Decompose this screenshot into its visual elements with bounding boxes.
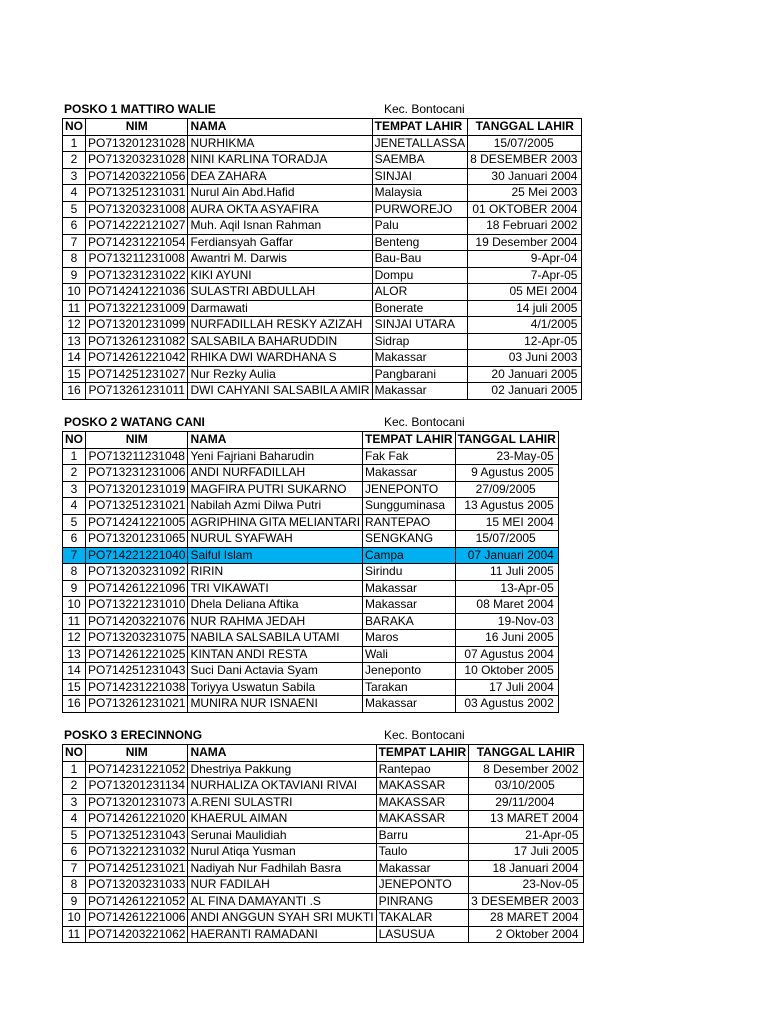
row-tanggal-lahir-cell[interactable]: 15 MEI 2004 [455,514,558,531]
header-no: NO [63,745,86,762]
row-no-cell[interactable]: 14 [63,350,86,367]
table-row[interactable] [63,168,582,185]
row-tanggal-lahir-cell[interactable]: 2 Oktober 2004 [469,926,583,943]
row-tanggal-lahir-cell[interactable]: 10 Oktober 2005 [455,663,558,680]
header-no: NO [63,119,86,136]
table-row[interactable] [63,531,559,548]
row-tanggal-lahir-cell[interactable]: 19-Nov-03 [455,613,558,630]
row-nama-cell[interactable]: Nurul Ain Abd.Hafid [188,185,372,202]
row-nama-cell[interactable]: Dhestriya Pakkung [188,761,376,778]
row-no-cell[interactable]: 11 [63,613,86,630]
header-nim: NIM [86,119,188,136]
row-no-cell[interactable]: 6 [63,531,86,548]
row-nim-cell[interactable]: PO713221231032 [86,844,188,861]
row-nim-cell[interactable]: PO714203221076 [86,613,188,630]
row-nim-cell[interactable]: PO714261221052 [86,893,188,910]
row-tanggal-lahir-cell[interactable]: 8 DESEMBER 2003 [468,152,582,169]
row-tanggal-lahir-cell[interactable]: 28 MARET 2004 [469,910,583,927]
row-tempat-lahir-cell[interactable]: MAKASSAR [376,778,469,795]
row-nim-cell[interactable]: PO714251231043 [86,663,188,680]
row-tanggal-lahir-cell[interactable]: 18 Februari 2002 [468,218,582,235]
row-nama-cell[interactable]: NURHIKMA [188,135,372,152]
row-no-cell[interactable]: 7 [63,860,86,877]
table-row[interactable] [63,696,559,713]
row-tanggal-lahir-cell[interactable]: 29/11/2004 [469,794,583,811]
row-nim-cell[interactable]: PO714261221025 [86,646,188,663]
row-tempat-lahir-cell[interactable]: ALOR [372,284,467,301]
table-row[interactable] [63,251,582,268]
row-nama-cell[interactable]: AGRIPHINA GITA MELIANTARI [188,514,363,531]
row-nama-cell[interactable]: NURHALIZA OKTAVIANI RIVAI [188,778,376,795]
header-tempat-lahir: TEMPAT LAHIR [363,432,456,449]
row-no-cell[interactable]: 9 [63,580,86,597]
section-title: POSKO 2 WATANG CANI [64,415,205,429]
row-tempat-lahir-cell[interactable]: Bau-Bau [372,251,467,268]
table-row[interactable] [63,877,584,894]
row-nama-cell[interactable]: Serunai Maulidiah [188,827,376,844]
row-nama-cell[interactable]: DEA ZAHARA [188,168,372,185]
row-nama-cell[interactable]: Muh. Aqil Isnan Rahman [188,218,372,235]
row-tanggal-lahir-cell[interactable]: 03 Agustus 2002 [455,696,558,713]
row-tanggal-lahir-cell[interactable]: 21-Apr-05 [469,827,583,844]
row-tanggal-lahir-cell[interactable]: 30 Januari 2004 [468,168,582,185]
row-nim-cell[interactable]: PO713201231134 [86,778,188,795]
row-no-cell[interactable]: 2 [63,778,86,795]
row-no-cell[interactable]: 2 [63,152,86,169]
row-no-cell[interactable]: 3 [63,168,86,185]
table-row[interactable] [63,761,584,778]
table-row[interactable] [63,778,584,795]
row-tempat-lahir-cell[interactable]: Rantepao [376,761,469,778]
row-tempat-lahir-cell[interactable]: Wali [363,646,456,663]
row-no-cell[interactable]: 7 [63,234,86,251]
row-tempat-lahir-cell[interactable]: Pangbarani [372,366,467,383]
row-tanggal-lahir-cell[interactable]: 12-Apr-05 [468,333,582,350]
row-nama-cell[interactable]: NABILA SALSABILA UTAMI [188,630,363,647]
row-tempat-lahir-cell[interactable]: JENEPONTO [363,481,456,498]
row-nama-cell[interactable]: KINTAN ANDI RESTA [188,646,363,663]
table-row[interactable] [63,267,582,284]
row-nama-cell[interactable]: NUR FADILAH [188,877,376,894]
row-tempat-lahir-cell[interactable]: Sidrap [372,333,467,350]
table-header-row [63,745,584,762]
row-nim-cell[interactable]: PO713203231008 [86,201,188,218]
row-nama-cell[interactable]: NURFADILLAH RESKY AZIZAH [188,317,372,334]
row-tanggal-lahir-cell[interactable]: 23-Nov-05 [469,877,583,894]
table-row[interactable] [63,498,559,515]
section-title: POSKO 1 MATTIRO WALIE [64,102,216,116]
header-tanggal-lahir: TANGGAL LAHIR [468,119,582,136]
row-tempat-lahir-cell[interactable]: Makassar [363,696,456,713]
row-no-cell[interactable]: 10 [63,284,86,301]
row-tanggal-lahir-cell[interactable]: 8 Desember 2002 [469,761,583,778]
row-no-cell[interactable]: 14 [63,663,86,680]
row-nama-cell[interactable]: Saiful Islam [188,547,363,564]
row-no-cell[interactable]: 9 [63,267,86,284]
table-row[interactable] [63,284,582,301]
row-tempat-lahir-cell[interactable]: SAEMBA [372,152,467,169]
row-nama-cell[interactable]: Suci Dani Actavia Syam [188,663,363,680]
header-nim: NIM [86,745,188,762]
row-nama-cell[interactable]: Toriyya Uswatun Sabila [188,679,363,696]
row-nim-cell[interactable]: PO714231221052 [86,761,188,778]
row-nama-cell[interactable]: TRI VIKAWATI [188,580,363,597]
row-tanggal-lahir-cell[interactable]: 02 Januari 2005 [468,383,582,400]
row-no-cell[interactable]: 16 [63,696,86,713]
table-row[interactable] [63,383,582,400]
row-tanggal-lahir-cell[interactable]: 25 Mei 2003 [468,185,582,202]
row-no-cell[interactable]: 1 [63,135,86,152]
row-no-cell[interactable]: 13 [63,333,86,350]
row-tanggal-lahir-cell[interactable]: 13 MARET 2004 [469,811,583,828]
row-tempat-lahir-cell[interactable]: Makassar [363,465,456,482]
row-tanggal-lahir-cell[interactable]: 20 Januari 2005 [468,366,582,383]
row-nim-cell[interactable]: PO713203231033 [86,877,188,894]
section-kecamatan: Kec. Bontocani [384,415,465,429]
table-row[interactable] [63,218,582,235]
row-tempat-lahir-cell[interactable]: BARAKA [363,613,456,630]
row-no-cell[interactable]: 3 [63,794,86,811]
row-no-cell[interactable]: 8 [63,877,86,894]
row-no-cell[interactable]: 1 [63,448,86,465]
header-nim: NIM [86,432,188,449]
row-tanggal-lahir-cell[interactable]: 17 Juli 2004 [455,679,558,696]
posko-3-table [62,744,584,943]
row-nim-cell[interactable]: PO713201231028 [86,135,188,152]
row-tanggal-lahir-cell[interactable]: 07 Januari 2004 [455,547,558,564]
header-tanggal-lahir: TANGGAL LAHIR [455,432,558,449]
row-tempat-lahir-cell[interactable]: LASUSUA [376,926,469,943]
row-nama-cell[interactable]: RIRIN [188,564,363,581]
row-tempat-lahir-cell[interactable]: PINRANG [376,893,469,910]
row-nama-cell[interactable]: ANDI NURFADILLAH [188,465,363,482]
row-nim-cell[interactable]: PO713251231043 [86,827,188,844]
row-tanggal-lahir-cell[interactable]: 23-May-05 [455,448,558,465]
row-nim-cell[interactable]: PO714261221006 [86,910,188,927]
row-no-cell[interactable]: 8 [63,564,86,581]
row-tempat-lahir-cell[interactable]: Makassar [363,597,456,614]
table-row[interactable] [63,926,584,943]
row-tanggal-lahir-cell[interactable]: 15/07/2005 [468,135,582,152]
table-row[interactable] [63,910,584,927]
table-row[interactable] [63,811,584,828]
row-no-cell[interactable]: 12 [63,317,86,334]
row-no-cell[interactable]: 10 [63,910,86,927]
row-no-cell[interactable]: 4 [63,185,86,202]
row-tanggal-lahir-cell[interactable]: 03/10/2005 [469,778,583,795]
row-no-cell[interactable]: 8 [63,251,86,268]
section-kecamatan: Kec. Bontocani [384,728,465,742]
row-tanggal-lahir-cell[interactable]: 7-Apr-05 [468,267,582,284]
row-nama-cell[interactable]: Nur Rezky Aulia [188,366,372,383]
row-tanggal-lahir-cell[interactable]: 19 Desember 2004 [468,234,582,251]
row-no-cell[interactable]: 13 [63,646,86,663]
header-tempat-lahir: TEMPAT LAHIR [372,119,467,136]
row-nama-cell[interactable]: Nurul Atiqa Yusman [188,844,376,861]
row-tempat-lahir-cell[interactable]: SINJAI [372,168,467,185]
row-nama-cell[interactable]: RHIKA DWI WARDHANA S [188,350,372,367]
row-nama-cell[interactable]: ANDI ANGGUN SYAH SRI MUKTI [188,910,376,927]
table-header-row [63,119,582,136]
row-tempat-lahir-cell[interactable]: MAKASSAR [376,811,469,828]
row-no-cell[interactable]: 5 [63,201,86,218]
row-nim-cell[interactable]: PO713211231008 [86,251,188,268]
row-no-cell[interactable]: 16 [63,383,86,400]
row-nama-cell[interactable]: NINI KARLINA TORADJA [188,152,372,169]
row-nim-cell[interactable]: PO714241221036 [86,284,188,301]
row-nim-cell[interactable]: PO713203231028 [86,152,188,169]
row-tanggal-lahir-cell[interactable]: 15/07/2005 [455,531,558,548]
section-kecamatan: Kec. Bontocani [384,102,465,116]
table-row[interactable] [63,465,559,482]
row-tempat-lahir-cell[interactable]: PURWOREJO [372,201,467,218]
row-tanggal-lahir-cell[interactable]: 05 MEI 2004 [468,284,582,301]
row-tanggal-lahir-cell[interactable]: 11 Juli 2005 [455,564,558,581]
table-row[interactable] [63,580,559,597]
posko-1-table [62,118,582,400]
row-nim-cell[interactable]: PO714261221042 [86,350,188,367]
row-nim-cell[interactable]: PO714231221038 [86,679,188,696]
row-nim-cell[interactable]: PO713251231021 [86,498,188,515]
row-tempat-lahir-cell[interactable]: Dompu [372,267,467,284]
table-header-row [63,432,559,449]
row-tempat-lahir-cell[interactable]: Malaysia [372,185,467,202]
row-tanggal-lahir-cell[interactable]: 01 OKTOBER 2004 [468,201,582,218]
header-tanggal-lahir: TANGGAL LAHIR [469,745,583,762]
row-tempat-lahir-cell[interactable]: Sirindu [363,564,456,581]
table-row[interactable] [63,564,559,581]
row-tanggal-lahir-cell[interactable]: 03 Juni 2003 [468,350,582,367]
table-row[interactable] [63,613,559,630]
row-nama-cell[interactable]: A.RENI SULASTRI [188,794,376,811]
row-no-cell[interactable]: 15 [63,679,86,696]
table-row[interactable] [63,794,584,811]
table-row[interactable] [63,135,582,152]
table-row[interactable] [63,893,584,910]
row-nim-cell[interactable]: PO713211231048 [86,448,188,465]
row-nama-cell[interactable]: Ferdiansyah Gaffar [188,234,372,251]
table-row[interactable] [63,663,559,680]
table-row[interactable] [63,679,559,696]
row-tempat-lahir-cell[interactable]: Palu [372,218,467,235]
row-nama-cell[interactable]: KIKI AYUNI [188,267,372,284]
row-nim-cell[interactable]: PO713201231065 [86,531,188,548]
table-row[interactable] [63,333,582,350]
table-row[interactable] [63,350,582,367]
row-nama-cell[interactable]: NUR RAHMA JEDAH [188,613,363,630]
row-nim-cell[interactable]: PO714203221062 [86,926,188,943]
row-no-cell[interactable]: 1 [63,761,86,778]
row-tanggal-lahir-cell[interactable]: 13 Agustus 2005 [455,498,558,515]
row-no-cell[interactable]: 9 [63,893,86,910]
row-tanggal-lahir-cell[interactable]: 13-Apr-05 [455,580,558,597]
row-nim-cell[interactable]: PO713203231075 [86,630,188,647]
row-no-cell[interactable]: 4 [63,498,86,515]
row-tempat-lahir-cell[interactable]: MAKASSAR [376,794,469,811]
header-nama: NAMA [188,745,376,762]
table-row[interactable] [63,366,582,383]
row-tempat-lahir-cell[interactable]: Barru [376,827,469,844]
row-nim-cell[interactable]: PO714251231027 [86,366,188,383]
table-row[interactable] [63,860,584,877]
row-nama-cell[interactable]: HAERANTI RAMADANI [188,926,376,943]
row-no-cell[interactable]: 10 [63,597,86,614]
row-tanggal-lahir-cell[interactable]: 3 DESEMBER 2003 [469,893,583,910]
row-nama-cell[interactable]: Nadiyah Nur Fadhilah Basra [188,860,376,877]
row-no-cell[interactable]: 5 [63,827,86,844]
row-no-cell[interactable]: 4 [63,811,86,828]
row-nim-cell[interactable]: PO714231221054 [86,234,188,251]
row-nama-cell[interactable]: SALSABILA BAHARUDDIN [188,333,372,350]
row-tanggal-lahir-cell[interactable]: 16 Juni 2005 [455,630,558,647]
row-tempat-lahir-cell[interactable]: Taulo [376,844,469,861]
row-nama-cell[interactable]: SULASTRI ABDULLAH [188,284,372,301]
row-nim-cell[interactable]: PO714222121027 [86,218,188,235]
row-nama-cell[interactable]: Yeni Fajriani Baharudin [188,448,363,465]
row-nim-cell[interactable]: PO714221221040 [86,547,188,564]
row-nama-cell[interactable]: AL FINA DAMAYANTI .S [188,893,376,910]
row-nama-cell[interactable]: Nabilah Azmi Dilwa Putri [188,498,363,515]
table-row[interactable] [63,185,582,202]
table-row[interactable] [63,646,559,663]
row-no-cell[interactable]: 2 [63,465,86,482]
row-nim-cell[interactable]: PO713231231022 [86,267,188,284]
row-tempat-lahir-cell[interactable]: SINJAI UTARA [372,317,467,334]
table-row[interactable] [63,317,582,334]
row-nama-cell[interactable]: Dhela Deliana Aftika [188,597,363,614]
row-nama-cell[interactable]: NURUL SYAFWAH [188,531,363,548]
table-row[interactable] [63,597,559,614]
row-nim-cell[interactable]: PO713221231010 [86,597,188,614]
row-nim-cell[interactable]: PO713261231021 [86,696,188,713]
row-nim-cell[interactable]: PO714203221056 [86,168,188,185]
table-row[interactable] [63,844,584,861]
row-tanggal-lahir-cell[interactable]: 18 Januari 2004 [469,860,583,877]
header-tempat-lahir: TEMPAT LAHIR [376,745,469,762]
table-row[interactable] [63,300,582,317]
row-tanggal-lahir-cell[interactable]: 27/09/2005 [455,481,558,498]
row-tempat-lahir-cell[interactable]: Fak Fak [363,448,456,465]
header-no: NO [63,432,86,449]
row-no-cell[interactable]: 7 [63,547,86,564]
row-tanggal-lahir-cell[interactable]: 14 juli 2005 [468,300,582,317]
row-tempat-lahir-cell[interactable]: TAKALAR [376,910,469,927]
row-nim-cell[interactable]: PO713201231099 [86,317,188,334]
row-tempat-lahir-cell[interactable]: RANTEPAO [363,514,456,531]
row-tanggal-lahir-cell[interactable]: 17 Juli 2005 [469,844,583,861]
table-row[interactable] [63,547,559,564]
row-no-cell[interactable]: 11 [63,300,86,317]
row-nim-cell[interactable]: PO714261221096 [86,580,188,597]
row-tanggal-lahir-cell[interactable]: 9-Apr-04 [468,251,582,268]
row-no-cell[interactable]: 5 [63,514,86,531]
row-nim-cell[interactable]: PO713261231011 [86,383,188,400]
row-no-cell[interactable]: 12 [63,630,86,647]
table-row[interactable] [63,234,582,251]
row-nim-cell[interactable]: PO713201231073 [86,794,188,811]
section-title: POSKO 3 ERECINNONG [64,728,203,742]
row-tempat-lahir-cell[interactable]: SENGKANG [363,531,456,548]
header-nama: NAMA [188,119,372,136]
table-row[interactable] [63,201,582,218]
row-tanggal-lahir-cell[interactable]: 9 Agustus 2005 [455,465,558,482]
row-nama-cell[interactable]: KHAERUL AIMAN [188,811,376,828]
row-nama-cell[interactable]: Darmawati [188,300,372,317]
row-tempat-lahir-cell[interactable]: Tarakan [363,679,456,696]
table-row[interactable] [63,514,559,531]
row-tempat-lahir-cell[interactable]: Makassar [372,383,467,400]
row-nim-cell[interactable]: PO713201231019 [86,481,188,498]
row-tempat-lahir-cell[interactable]: Benteng [372,234,467,251]
row-tanggal-lahir-cell[interactable]: 08 Maret 2004 [455,597,558,614]
row-tempat-lahir-cell[interactable]: JENETALLASSA [372,135,467,152]
table-row[interactable] [63,630,559,647]
row-nama-cell[interactable]: DWI CAHYANI SALSABILA AMIR [188,383,372,400]
table-row[interactable] [63,152,582,169]
row-nama-cell[interactable]: AURA OKTA ASYAFIRA [188,201,372,218]
row-tempat-lahir-cell[interactable]: Maros [363,630,456,647]
table-row[interactable] [63,827,584,844]
table-row[interactable] [63,481,559,498]
row-no-cell[interactable]: 6 [63,218,86,235]
row-tanggal-lahir-cell[interactable]: 07 Agustus 2004 [455,646,558,663]
row-nim-cell[interactable]: PO713251231031 [86,185,188,202]
row-tempat-lahir-cell[interactable]: Campa [363,547,456,564]
posko-2-table [62,431,559,713]
header-nama: NAMA [188,432,363,449]
row-no-cell[interactable]: 15 [63,366,86,383]
row-no-cell[interactable]: 6 [63,844,86,861]
row-nim-cell[interactable]: PO713203231092 [86,564,188,581]
table-row[interactable] [63,448,559,465]
row-nim-cell[interactable]: PO714241221005 [86,514,188,531]
row-tempat-lahir-cell[interactable]: Sungguminasa [363,498,456,515]
row-nim-cell[interactable]: PO713221231009 [86,300,188,317]
row-no-cell[interactable]: 3 [63,481,86,498]
row-nama-cell[interactable]: MUNIRA NUR ISNAENI [188,696,363,713]
row-tempat-lahir-cell[interactable]: Makassar [372,350,467,367]
row-nama-cell[interactable]: Awantri M. Darwis [188,251,372,268]
row-nim-cell[interactable]: PO713231231006 [86,465,188,482]
row-nama-cell[interactable]: MAGFIRA PUTRI SUKARNO [188,481,363,498]
row-tempat-lahir-cell[interactable]: Jeneponto [363,663,456,680]
row-nim-cell[interactable]: PO714261221020 [86,811,188,828]
row-tempat-lahir-cell[interactable]: Bonerate [372,300,467,317]
row-no-cell[interactable]: 11 [63,926,86,943]
row-nim-cell[interactable]: PO713261231082 [86,333,188,350]
row-nim-cell[interactable]: PO714251231021 [86,860,188,877]
row-tempat-lahir-cell[interactable]: JENEPONTO [376,877,469,894]
row-tanggal-lahir-cell[interactable]: 4/1/2005 [468,317,582,334]
row-tempat-lahir-cell[interactable]: Makassar [363,580,456,597]
row-tempat-lahir-cell[interactable]: Makassar [376,860,469,877]
